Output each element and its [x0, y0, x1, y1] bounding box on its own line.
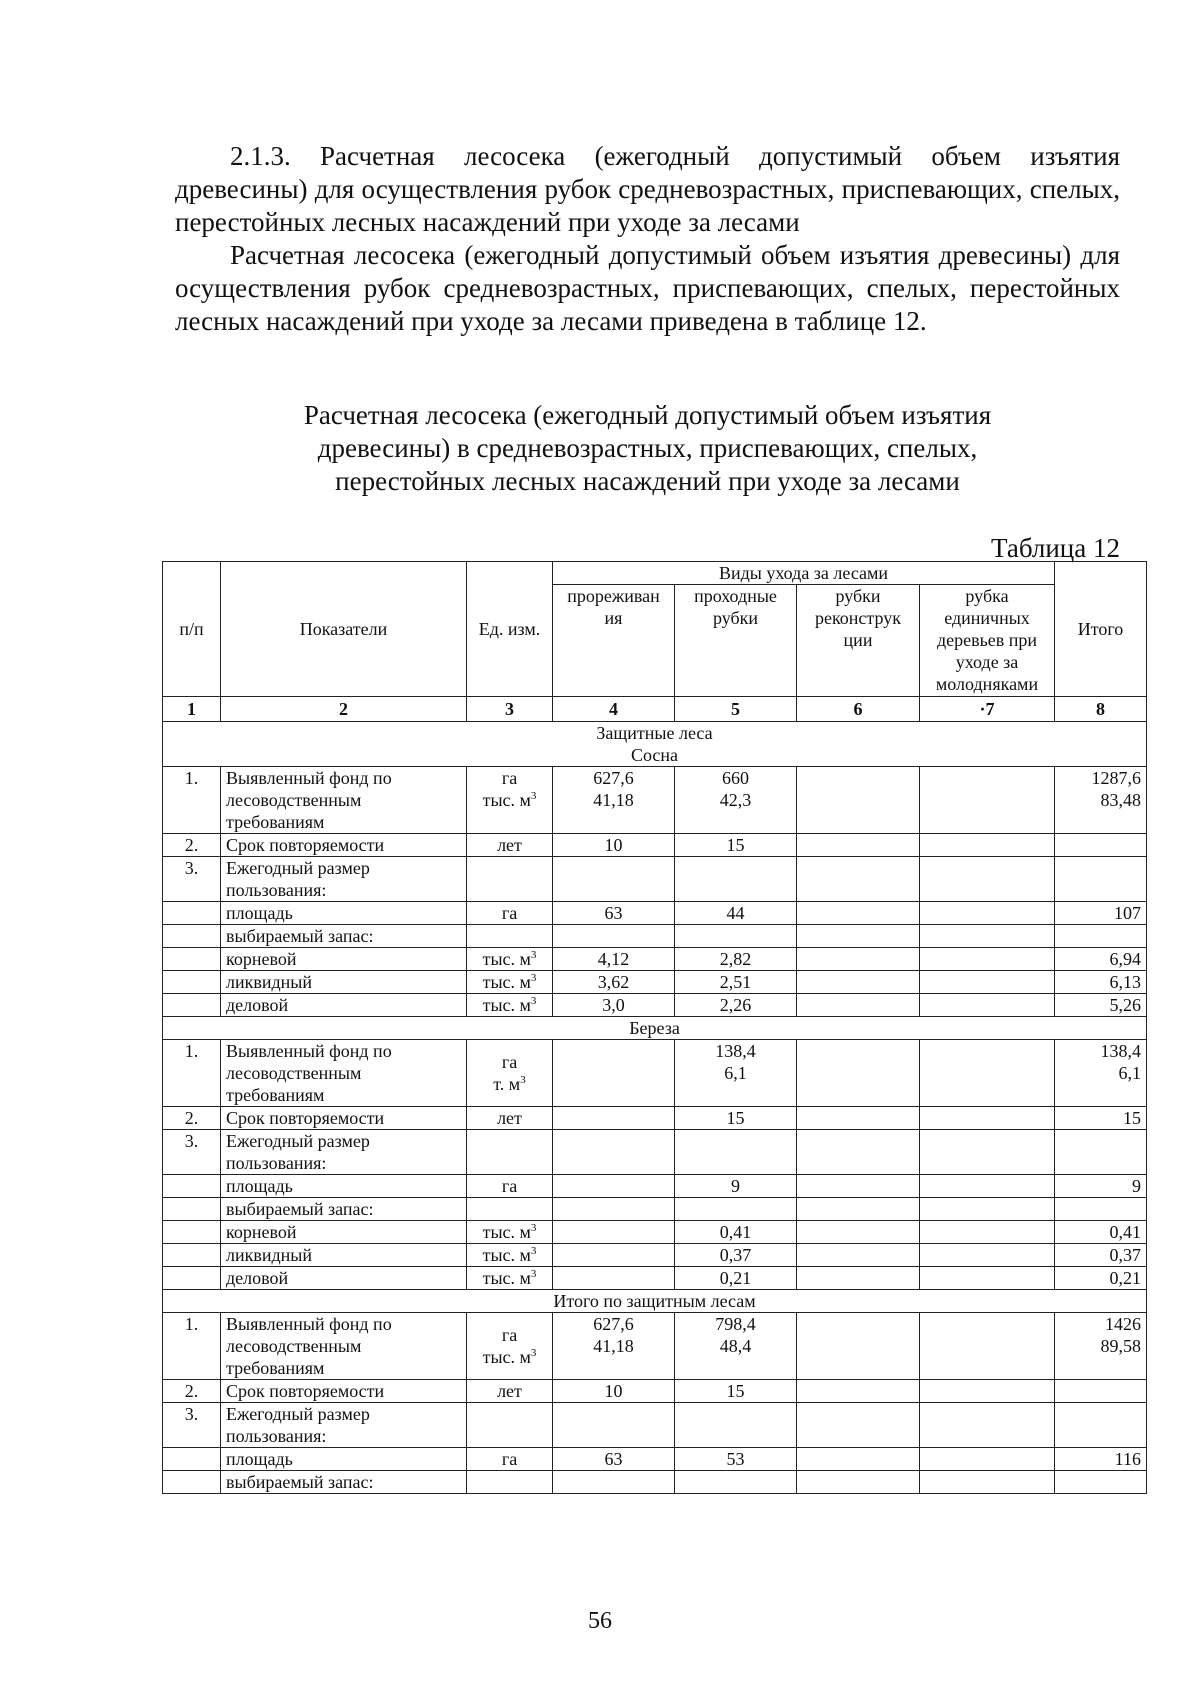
row-unit: лет [467, 1107, 553, 1130]
cell-thinning: 10 [553, 834, 675, 857]
row-number: 2. [163, 1380, 221, 1403]
cell-thinning: 627,6 41,18 [553, 1313, 675, 1380]
row-unit: лет [467, 834, 553, 857]
table-caption [175, 399, 1120, 498]
cell-thinning: 10 [553, 1380, 675, 1403]
cell-single-tree [920, 767, 1055, 834]
body-paragraph: Расчетная лесосека (ежегодный допустимый объем изъятия древесины) для осуществления рубок средневозрастных, приспевающих, спелых, перестойных лесных насаждений при уходе за лесами приведена в таблице 12. [175, 240, 1120, 336]
cell-thinning: 63 [553, 902, 675, 925]
col-num-2: 2 [221, 697, 467, 722]
cell-passage: 0,41 [675, 1221, 797, 1244]
section-heading: 2.1.3. Расчетная лесосека (ежегодный допустимый объем изъятия древесины) для осуществления рубок средневозрастных, приспевающих, спелых, перестойных лесных насаждений при уходе за лесами [175, 141, 1120, 237]
cell-reconstruction [797, 767, 920, 834]
cell-passage: 0,21 [675, 1267, 797, 1290]
row-label: ликвидный [221, 1244, 467, 1267]
section-row-total [163, 1290, 1147, 1313]
cell-total: 5,26 [1055, 994, 1147, 1017]
cell-total: 6,94 [1055, 948, 1147, 971]
cell-thinning: 3,0 [553, 994, 675, 1017]
table-row [163, 1448, 1147, 1471]
table-row [163, 1198, 1147, 1221]
table-row [163, 902, 1147, 925]
cell-passage: 660 42,3 [675, 767, 797, 834]
table-row [163, 1471, 1147, 1494]
cell-total: 6,13 [1055, 971, 1147, 994]
section-title-total: Итого по защитным лесам [163, 1290, 1147, 1313]
header-pp: п/п [163, 562, 221, 697]
table-row [163, 767, 1147, 834]
row-unit: тыс. $м^3$ [467, 1221, 553, 1244]
cell-passage: 2,82 [675, 948, 797, 971]
col-num-7: ·7 [920, 697, 1055, 722]
row-unit: тыс. $м^3$ [467, 948, 553, 971]
cell-passage: 798,4 48,4 [675, 1313, 797, 1380]
row-label: корневой [221, 948, 467, 971]
row-number: 1. [163, 767, 221, 834]
row-label: Срок повторяемости [221, 1380, 467, 1403]
cell-passage: 15 [675, 1380, 797, 1403]
col-num-4: 4 [553, 697, 675, 722]
header-unit: Ед. изм. [467, 562, 553, 697]
table-row [163, 1107, 1147, 1130]
table-row [163, 1244, 1147, 1267]
cell-total: 0,21 [1055, 1267, 1147, 1290]
cell-total: 15 [1055, 1107, 1147, 1130]
header-indicators: Показатели [221, 562, 467, 697]
table-row [163, 994, 1147, 1017]
table-row [163, 1313, 1147, 1380]
row-unit: га [467, 902, 553, 925]
row-number: 2. [163, 834, 221, 857]
row-label: деловой [221, 994, 467, 1017]
row-label: Выявленный фонд по лесоводственным требованиям [221, 1040, 467, 1107]
cell-total: 1287,6 83,48 [1055, 767, 1147, 834]
cell-passage: 53 [675, 1448, 797, 1471]
col-num-5: 5 [675, 697, 797, 722]
row-label: выбираемый запас: [221, 925, 467, 948]
cell-passage: 138,4 6,1 [675, 1040, 797, 1107]
table-row [163, 857, 1147, 902]
row-number: 3. [163, 1130, 221, 1175]
row-unit: лет [467, 1380, 553, 1403]
cell-thinning: 4,12 [553, 948, 675, 971]
row-label: Срок повторяемости [221, 1107, 467, 1130]
header-total: Итого [1055, 562, 1147, 697]
table-row [163, 971, 1147, 994]
row-unit: тыс. $м^3$ [467, 971, 553, 994]
table-row [163, 1130, 1147, 1175]
header-reconstruction: рубки реконструк ции [797, 585, 920, 697]
cell-passage: 15 [675, 1107, 797, 1130]
table-row [163, 1221, 1147, 1244]
header-single-tree: рубка единичных деревьев при уходе за молодняками [920, 585, 1055, 697]
caption-line-1: Расчетная лесосека (ежегодный допустимый объем изъятия [303, 400, 992, 430]
col-num-8: 8 [1055, 697, 1147, 722]
row-label: ликвидный [221, 971, 467, 994]
cell-passage: 0,37 [675, 1244, 797, 1267]
row-label: выбираемый запас: [221, 1198, 467, 1221]
cell-total: 107 [1055, 902, 1147, 925]
cell-total: 116 [1055, 1448, 1147, 1471]
row-unit: тыс. $м^3$ [467, 1244, 553, 1267]
row-number: 3. [163, 1403, 221, 1448]
cell-passage: 44 [675, 902, 797, 925]
table-row [163, 1380, 1147, 1403]
row-unit: га [467, 1448, 553, 1471]
allowable-cut-table [162, 561, 1147, 1494]
caption-line-3: перестойных лесных насаждений при уходе за лесами [335, 466, 960, 496]
row-label: Выявленный фонд по лесоводственным требованиям [221, 1313, 467, 1380]
cell-total: 138,4 6,1 [1055, 1040, 1147, 1107]
row-label: Ежегодный размер пользования: [221, 1130, 467, 1175]
row-label: площадь [221, 902, 467, 925]
row-unit: га [467, 1175, 553, 1198]
row-number: 2. [163, 1107, 221, 1130]
table-label: Таблица 12 [991, 533, 1120, 563]
row-number: 1. [163, 1313, 221, 1380]
page-number: 56 [588, 1608, 612, 1634]
row-number: 1. [163, 1040, 221, 1107]
row-label: Выявленный фонд по лесоводственным требованиям [221, 767, 467, 834]
cell-thinning: 627,6 41,18 [553, 767, 675, 834]
section-title-birch: Береза [163, 1017, 1147, 1040]
row-unit: га т. $м^3$ [467, 1040, 553, 1107]
col-num-1: 1 [163, 697, 221, 722]
row-label: площадь [221, 1175, 467, 1198]
cell-thinning: 3,62 [553, 971, 675, 994]
cell-total: 9 [1055, 1175, 1147, 1198]
section-title-protective: Защитные леса [596, 723, 713, 743]
row-label: корневой [221, 1221, 467, 1244]
row-number: 3. [163, 857, 221, 902]
header-care-types: Виды ухода за лесами [553, 562, 1055, 585]
table-row [163, 1040, 1147, 1107]
section-row-protective [163, 722, 1147, 767]
table-row [163, 948, 1147, 971]
table-row [163, 925, 1147, 948]
cell-passage: 9 [675, 1175, 797, 1198]
cell-thinning: 63 [553, 1448, 675, 1471]
row-unit: га тыс. $м^3$ [467, 767, 553, 834]
cell-total: 0,41 [1055, 1221, 1147, 1244]
caption-line-2: древесины) в средневозрастных, приспевающих, спелых, [317, 433, 978, 463]
col-num-3: 3 [467, 697, 553, 722]
cell-total: 1426 89,58 [1055, 1313, 1147, 1380]
table-row [163, 1175, 1147, 1198]
header-passage: проходные рубки [675, 585, 797, 697]
col-num-6: 6 [797, 697, 920, 722]
row-label: выбираемый запас: [221, 1471, 467, 1494]
table-row [163, 1267, 1147, 1290]
header-thinning: прореживан ия [553, 585, 675, 697]
cell-passage: 15 [675, 834, 797, 857]
row-label: Ежегодный размер пользования: [221, 1403, 467, 1448]
section-row-birch [163, 1017, 1147, 1040]
row-label: Срок повторяемости [221, 834, 467, 857]
cell-passage: 2,26 [675, 994, 797, 1017]
table-row [163, 1403, 1147, 1448]
row-label: деловой [221, 1267, 467, 1290]
row-unit: тыс. $м^3$ [467, 994, 553, 1017]
cell-passage: 2,51 [675, 971, 797, 994]
row-label: Ежегодный размер пользования: [221, 857, 467, 902]
section-title-pine: Сосна [630, 745, 679, 765]
row-label: площадь [221, 1448, 467, 1471]
column-numbers-row [163, 697, 1147, 722]
table-row [163, 834, 1147, 857]
cell-total: 0,37 [1055, 1244, 1147, 1267]
row-unit: тыс. $м^3$ [467, 1267, 553, 1290]
row-unit: га тыс. $м^3$ [467, 1313, 553, 1380]
